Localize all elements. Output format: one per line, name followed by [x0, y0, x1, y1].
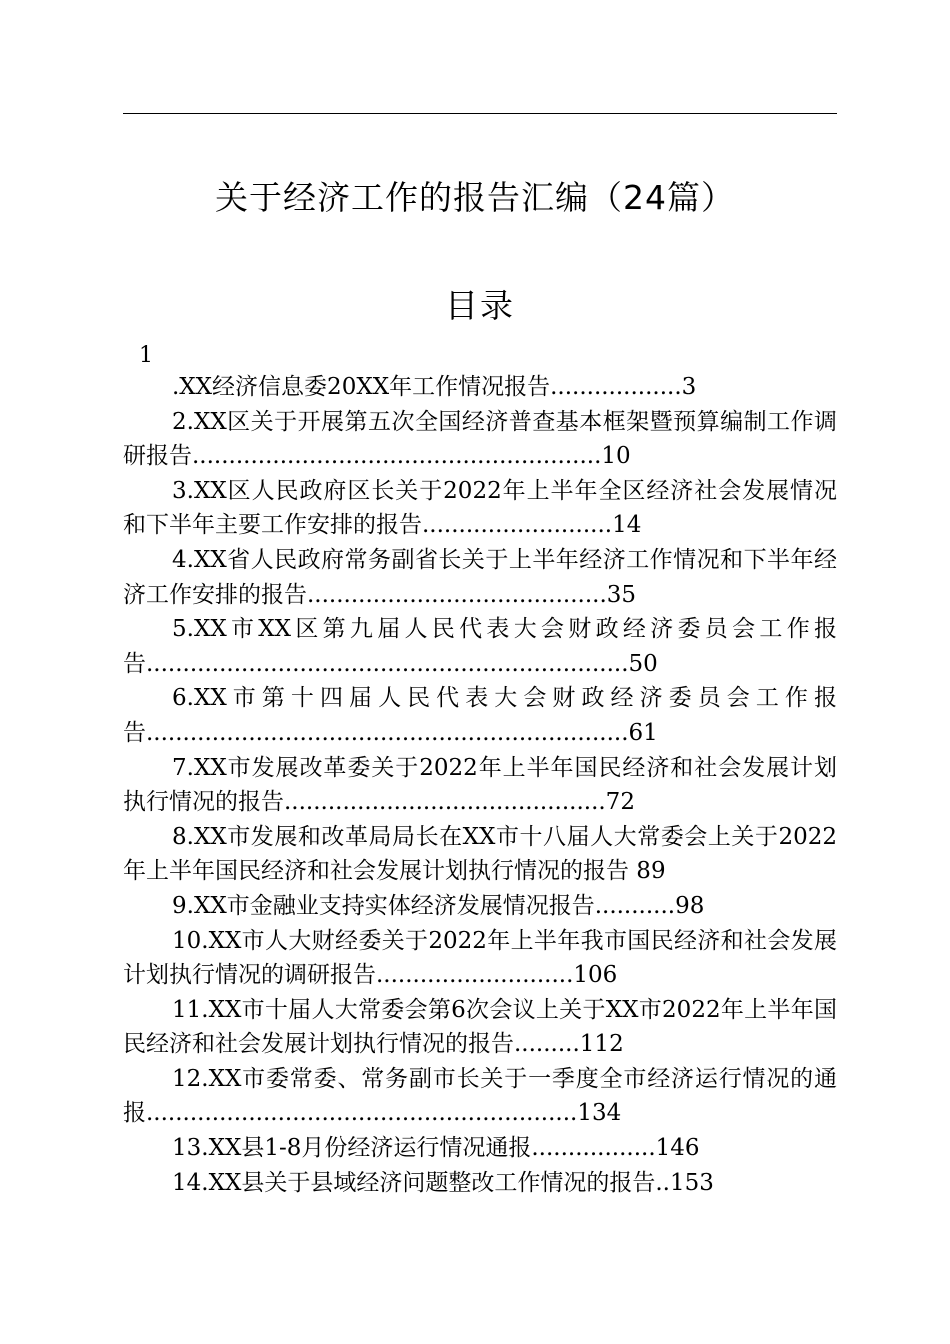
- toc-entry-7[interactable]: 7.XX市发展改革委关于2022年上半年国民经济和社会发展计划执行情况的报告............................................72: [123, 754, 837, 816]
- toc-entry-2[interactable]: 2.XX区关于开展第五次全国经济普查基本框架暨预算编制工作调研报告........................................................10: [123, 408, 837, 470]
- toc-entry-13[interactable]: 13.XX县1-8月份经济运行情况通报.................146: [172, 1135, 700, 1162]
- toc-entry-3[interactable]: 3.XX区人民政府区长关于2022年上半年全区经济社会发展情况和下半年主要工作安排的报告..........................14: [123, 477, 837, 539]
- header-rule: [123, 113, 837, 114]
- toc-entry-11[interactable]: 11.XX市十届人大常委会第6次会议上关于XX市2022年上半年国民经济和社会发展计划执行情况的报告.........112: [123, 996, 837, 1058]
- toc-entry-6[interactable]: 6.XX市第十四届人民代表大会财政经济委员会工作报告..................................................................61: [123, 685, 837, 746]
- toc-heading: 目录: [445, 286, 515, 325]
- table-of-contents: [123, 370, 837, 1200]
- toc-entry-5[interactable]: 5.XX市XX区第九届人民代表大会财政经济委员会工作报告..................................................................50: [123, 616, 837, 677]
- toc-entry-10[interactable]: 10.XX市人大财经委关于2022年上半年我市国民经济和社会发展计划执行情况的调研报告...........................106: [123, 927, 837, 989]
- toc-entry-9[interactable]: 9.XX市金融业支持实体经济发展情况报告...........98: [172, 892, 705, 919]
- document-title: 关于经济工作的报告汇编（24篇）: [215, 178, 735, 217]
- stray-number: 1: [139, 343, 153, 368]
- toc-entry-8[interactable]: 8.XX市发展和改革局局长在XX市十八届人大常委会上关于2022年上半年国民经济和社会发展计划执行情况的报告 89: [123, 823, 837, 885]
- toc-entry-12[interactable]: 12.XX市委常委、常务副市长关于一季度全市经济运行情况的通报...........................................................134: [123, 1065, 837, 1127]
- toc-entry-1[interactable]: .XX经济信息委20XX年工作情况报告..................3: [172, 374, 697, 400]
- toc-entry-4[interactable]: 4.XX省人民政府常务副省长关于上半年经济工作情况和下半年经济工作安排的报告.........................................35: [123, 546, 837, 608]
- toc-entry-14[interactable]: 14.XX县关于县域经济问题整改工作情况的报告..153: [172, 1169, 714, 1196]
